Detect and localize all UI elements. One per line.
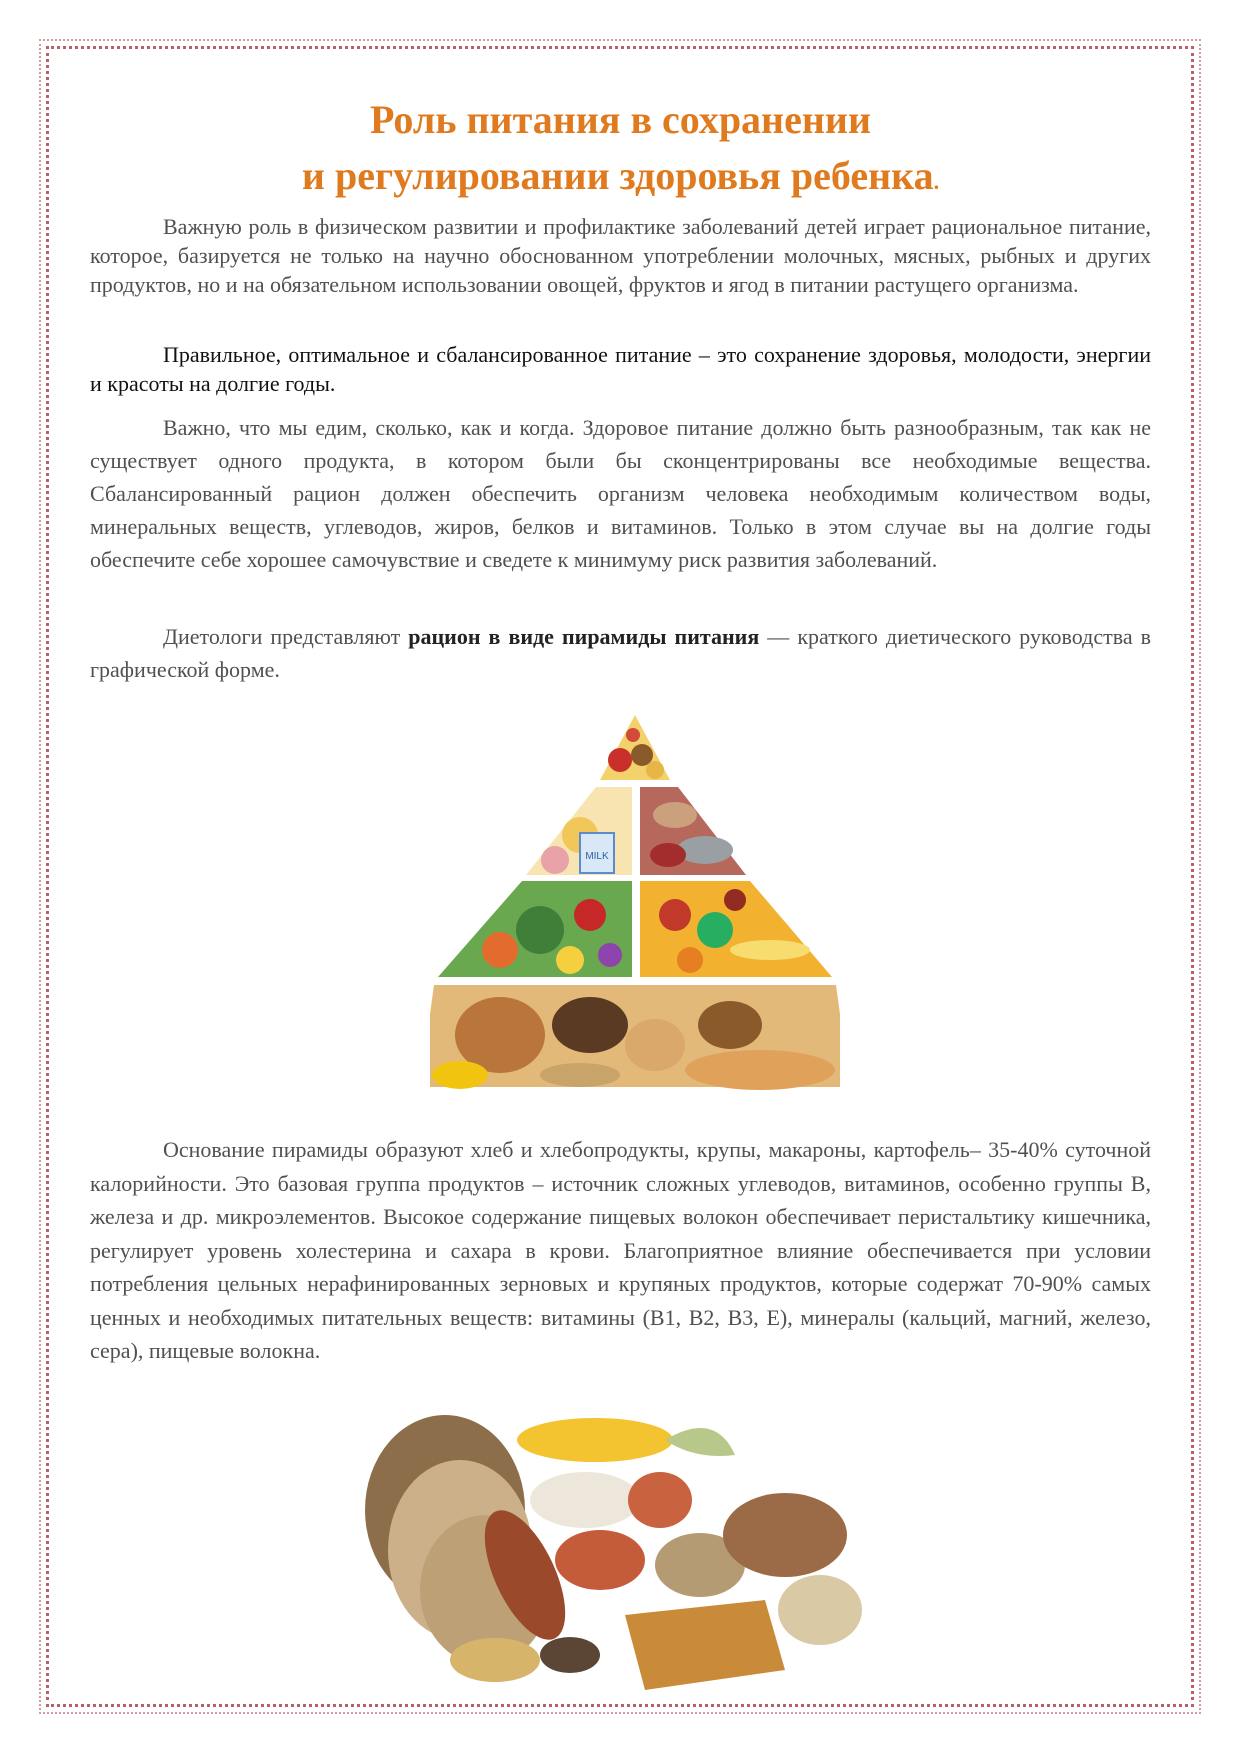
bread-and-grains-image [365,1400,885,1695]
paragraph-healthy-diet: Важно, что мы едим, сколько, как и когда. Здоровое питание должно быть разнообразным, так как не существует одного продукта, в котором были бы сконцентрированы все необходимые вещества. Сбалансированный рацион должен обеспечить организм человека необходимым количеством воды, минеральных веществ, углеводов, жиров, белков и витаминов. Только в этом случае вы на долгие годы обеспечите себе хорошее самочувствие и сведете к минимуму риск развития заболеваний. [90,415,1151,572]
paragraph-food-pyramid-start: Диетологи представляют [163,624,409,649]
corn-cob [517,1418,673,1462]
title-line-2: и регулировании здоровья ребенка [301,153,934,198]
milk-label: MILK [585,851,609,862]
title-dot: . [933,169,940,194]
paragraph-food-pyramid-end: — краткого диетического руководства в графической форме. [90,624,1152,682]
spaghetti-bundle [625,1600,785,1690]
paragraph-intro: Важную роль в физическом развитии и профилактике заболеваний детей играет рациональное питание, которое, базируется не только на научно обоснованном употреблении молочных, мясных, рыбных и других продуктов, но и на обязательном использовании овощей, фруктов и ягод в питании растущего организма. [90,214,1151,297]
paragraph-balanced-nutrition: Правильное, оптимальное и сбалансированное питание – это сохранение здоровья, молодости, энергии и красоты на долгие годы. [90,342,1151,396]
paragraph-food-pyramid [90,620,1151,686]
potato [628,1472,692,1528]
page-title [90,92,1151,210]
title-line-1: Роль питания в сохранении [369,97,871,142]
paragraph-food-pyramid-bold: рацион в виде пирамиды питания [408,624,760,649]
food-pyramid-image [430,715,840,1097]
paragraph-pyramid-base: Основание пирамиды образуют хлеб и хлебопродукты, крупы, макароны, картофель– 35-40% суточной калорийности. Это базовая группа продуктов – источник сложных углеводов, витаминов, особенно группы B, железа и др. микроэлементов. Высокое содержание пищевых волокон обеспечивает перистальтику кишечника, регулирует уровень холестерина и сахара в крови. Благоприятное влияние обеспечивается при условии потребления цельных нерафинированных зерновых и крупяных продуктов, которые содержат 70-90% самых ценных и необходимых питательных веществ: витамины (B1, B2, B3, E), минералы (кальций, магний, железо, сера), пищевые волокна. [90,1137,1151,1363]
